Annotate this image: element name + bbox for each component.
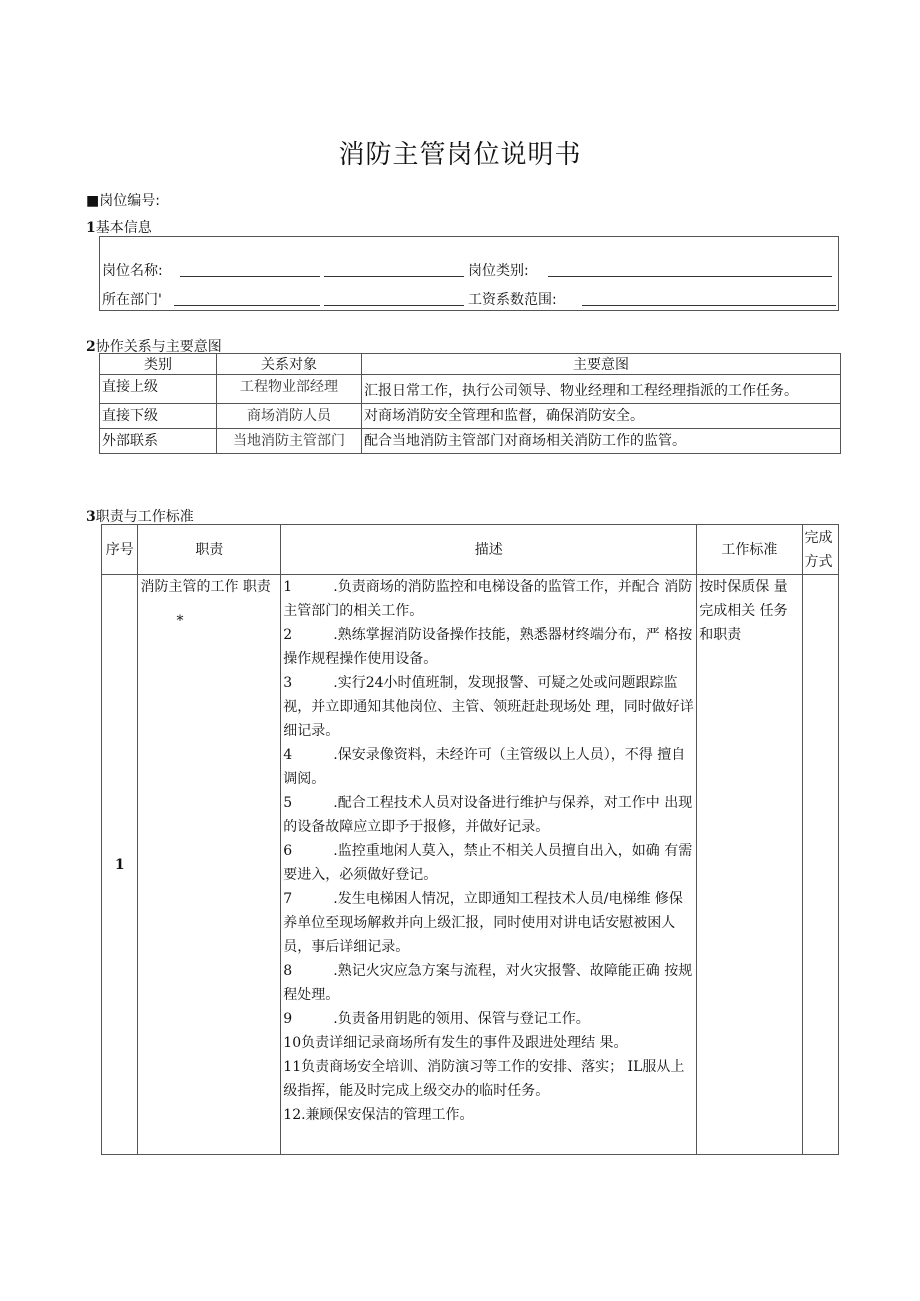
basic-info-box bbox=[99, 236, 839, 311]
post-category-field[interactable] bbox=[548, 260, 832, 277]
post-name-field-ext[interactable] bbox=[324, 260, 464, 277]
row-seq: 1 bbox=[102, 575, 138, 1155]
table-row bbox=[102, 575, 839, 1155]
desc-item-2: 2 .熟练掌握消防设备操作技能，熟悉器材终端分布，严 格按操作规程操作使用设备。 bbox=[283, 627, 693, 667]
row-target: 当地消防主管部门 bbox=[217, 429, 362, 454]
post-category-label: 岗位类别: bbox=[468, 263, 529, 279]
col-header-standard: 工作标准 bbox=[697, 525, 802, 575]
section1-number: 1 bbox=[86, 220, 96, 236]
row-standard: 按时保质保 量完成相关 任务和职责 bbox=[697, 575, 802, 1155]
desc-item-1: 1 .负责商场的消防监控和电梯设备的监管工作，并配合 消防主管部门的相关工作。 bbox=[283, 579, 693, 619]
row-description bbox=[281, 575, 697, 1155]
department-label: 所在部门' bbox=[102, 292, 162, 308]
col-header-duty: 职责 bbox=[138, 525, 281, 575]
row-category: 外部联系 bbox=[100, 429, 217, 454]
row-target: 工程物业部经理 bbox=[217, 375, 362, 404]
page-title: 消防主管岗位说明书 bbox=[338, 140, 582, 170]
row-intent: 对商场消防安全管理和监督，确保消防安全。 bbox=[362, 404, 841, 429]
collaboration-table bbox=[99, 353, 841, 454]
col-header-intent: 主要意图 bbox=[362, 354, 841, 375]
salary-range-field[interactable] bbox=[582, 289, 836, 306]
section1-heading bbox=[86, 217, 152, 237]
post-name-field[interactable] bbox=[180, 260, 320, 277]
desc-item-6: 6 .监控重地闲人莫入，禁止不相关人员擅自出入，如确 有需要进入，必须做好登记。 bbox=[283, 843, 693, 883]
desc-item-5: 5 .配合工程技术人员对设备进行维护与保养，对工作中 出现的设备故障应立即予于报修，并做好记录。 bbox=[283, 795, 693, 835]
col-header-completion: 完成方式 bbox=[802, 525, 839, 575]
post-number-label: ■岗位编号: bbox=[86, 193, 160, 209]
section3-number: 3 bbox=[86, 509, 96, 525]
row-target: 商场消防人员 bbox=[217, 404, 362, 429]
section2-title: 协作关系与主要意图 bbox=[95, 339, 222, 355]
row-category: 直接下级 bbox=[100, 404, 217, 429]
table-row bbox=[100, 375, 841, 404]
duty-mark: * bbox=[176, 613, 184, 629]
desc-item-10: 10负责详细记录商场所有发生的事件及跟进处理结 果。 bbox=[283, 1035, 628, 1051]
desc-item-9: 9 .负责备用钥匙的领用、保管与登记工作。 bbox=[283, 1011, 590, 1027]
row-completion bbox=[802, 575, 839, 1155]
desc-item-12: 12.兼顾保安保洁的管理工作。 bbox=[283, 1107, 474, 1123]
post-name-label: 岗位名称: bbox=[102, 263, 163, 279]
col-header-seq: 序号 bbox=[102, 525, 138, 575]
row-intent: 汇报日常工作，执行公司领导、物业经理和工程经理指派的工作任务。 bbox=[362, 375, 841, 404]
table-row bbox=[100, 429, 841, 454]
duties-table bbox=[101, 524, 839, 1155]
desc-item-3: 3 .实行24小时值班制，发现报警、可疑之处或问题跟踪监视，并立即通知其他岗位、主管、领班赶赴现场处 理，同时做好详细记录。 bbox=[283, 675, 694, 739]
row-category: 直接上级 bbox=[100, 375, 217, 404]
section2-number: 2 bbox=[86, 339, 96, 355]
col-header-desc: 描述 bbox=[281, 525, 697, 575]
desc-item-8: 8 .熟记火灾应急方案与流程，对火灾报警、故障能正确 按规程处理。 bbox=[283, 963, 693, 1003]
desc-item-4: 4 .保安录像资料，未经许可（主管级以上人员），不得 擅自调阅。 bbox=[283, 747, 686, 787]
col-header-target: 关系对象 bbox=[217, 354, 362, 375]
table-row bbox=[100, 404, 841, 429]
desc-item-7: 7 .发生电梯困人情况，立即通知工程技术人员/电梯维 修保养单位至现场解救并向上级汇报，同时使用对讲电话安慰被困人员，事后详细记录。 bbox=[283, 891, 683, 955]
col-header-category: 类别 bbox=[100, 354, 217, 375]
duty-text: 消防主管的工作 职责 bbox=[140, 579, 271, 595]
row-intent: 配合当地消防主管部门对商场相关消防工作的监管。 bbox=[362, 429, 841, 454]
desc-item-11: 11负责商场安全培训、消防演习等工作的安排、落实； IL服从上级指挥，能及时完成上级交办的临时任务。 bbox=[283, 1059, 685, 1099]
department-field[interactable] bbox=[174, 289, 320, 306]
section1-title: 基本信息 bbox=[95, 220, 152, 236]
department-field-ext[interactable] bbox=[324, 289, 464, 306]
salary-range-label: 工资系数范围: bbox=[468, 292, 557, 308]
row-duty bbox=[138, 575, 281, 1155]
section3-title: 职责与工作标准 bbox=[95, 509, 194, 525]
section3-heading bbox=[86, 506, 194, 526]
